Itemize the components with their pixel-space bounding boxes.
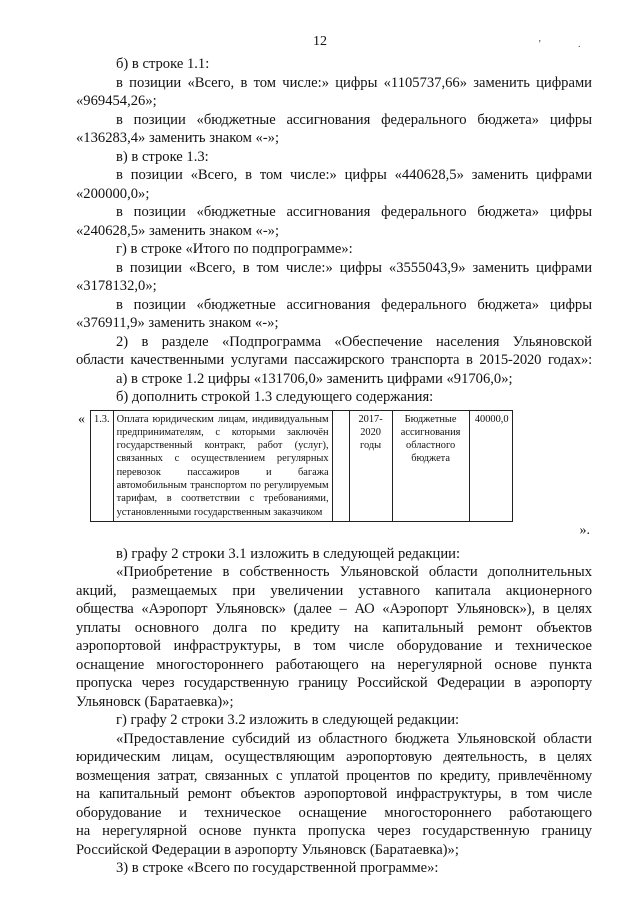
text-line: в позиции «Всего, в том числе:» цифры «3555043,9» заменить цифрами <box>116 259 592 276</box>
scan-mark: ʼ <box>538 39 542 50</box>
text-line: 2) в разделе «Подпрограмма «Обеспечение населения Ульяновской <box>116 333 592 350</box>
row-source-cell: Бюджетные ассигнования областного бюджета <box>392 410 469 521</box>
text-line: в позиции «бюджетные ассигнования федерального бюджета» цифры <box>116 296 592 313</box>
table-close-quote: ». <box>579 522 590 538</box>
text-line: пропуска через государственную границу Российской Федерации в аэропорту <box>76 675 592 691</box>
inserted-table-block <box>76 410 592 541</box>
text-line: в) в строке 1.3: <box>116 148 209 165</box>
text-line: Российской Федерации в аэропорту Ульяновск (Баратаевка)»; <box>76 841 459 858</box>
text-line: в) графу 2 строки 3.1 изложить в следующей редакции: <box>116 545 461 562</box>
row-empty-cell <box>332 410 349 521</box>
text-line: на нерегулярной основе пункта пропуска через государственную границу <box>76 823 592 839</box>
text-line: «3178132,0»; <box>76 278 157 294</box>
text-line: «Приобретение в собственность Ульяновской области дополнительных <box>116 564 592 580</box>
text-line: оборудование и техническое оснащение многостороннего работающего <box>76 804 592 821</box>
text-line: «136283,4» заменить знаком «-»; <box>76 130 280 146</box>
text-line: г) графу 2 строки 3.2 изложить в следующей редакции: <box>116 712 460 728</box>
text-line: возмещения затрат, связанных с уплатой процентов по кредиту, привлечённому <box>76 767 592 784</box>
text-line: б) дополнить строкой 1.3 следующего содержания: <box>116 389 434 405</box>
text-line: «969454,26»; <box>76 93 157 109</box>
program-table <box>90 410 513 522</box>
text-line: оснащение многостороннего работающего на нерегулярной основе пункта <box>76 656 592 673</box>
table-row <box>91 410 513 521</box>
text-line: на капитальный ремонт объектов аэропортовой инфраструктуры, в том числе <box>76 786 592 802</box>
text-line: а) в строке 1.2 цифры «131706,0» заменить цифрами «91706,0»; <box>116 370 513 387</box>
text-line: области качественными услугами пассажирского транспорта в 2015-2020 годах»: <box>76 352 592 368</box>
text-line: аэропортовой инфраструктуры, в том числе оборудование и техническое <box>76 638 592 654</box>
document-body <box>76 55 592 878</box>
text-line: юридическим лицам, осуществляющим аэропортовую деятельность, в целях <box>76 749 592 765</box>
text-line: б) в строке 1.1: <box>116 56 210 72</box>
text-line: «376911,9» заменить знаком «-»; <box>76 315 279 331</box>
text-line: в позиции «Всего, в том числе:» цифры «440628,5» заменить цифрами <box>116 167 592 183</box>
text-line: «240628,5» заменить знаком «-»; <box>76 222 280 239</box>
row-number-cell: 1.3. <box>91 410 114 521</box>
text-line: общества «Аэропорт Ульяновск» (далее – АО «Аэропорт Ульяновск»), в целях <box>76 601 592 617</box>
table-open-quote: « <box>78 411 85 427</box>
page-number: 12 <box>313 34 327 49</box>
text-line: «Предоставление субсидий из областного бюджета Ульяновской области <box>116 730 592 747</box>
text-line: в позиции «бюджетные ассигнования федерального бюджета» цифры <box>116 111 592 128</box>
text-line: Ульяновск (Баратаевка)»; <box>76 693 234 710</box>
text-line: г) в строке «Итого по подпрограмме»: <box>116 241 353 257</box>
text-line: «200000,0»; <box>76 185 150 202</box>
text-line: уплаты основного долга по кредиту на капитальный ремонт объектов <box>76 619 592 636</box>
row-amount-cell: 40000,0 <box>469 410 512 521</box>
row-description-cell: Оплата юридическим лицам, индивидуальным предпринимателям, с которыми заключён государственный контракт, работ (услуг), связанных с осуществлением регулярных перевозок пассажиров и багажа автомобильным транспортом по регулируемым тарифам, в соответствии с требованиями, установленными государственным заказчиком <box>113 410 332 521</box>
text-line: 3) в строке «Всего по государственной программе»: <box>116 860 439 876</box>
scan-mark: . <box>578 39 581 50</box>
text-line: в позиции «бюджетные ассигнования федерального бюджета» цифры <box>116 204 592 220</box>
text-line: в позиции «Всего, в том числе:» цифры «1105737,66» заменить цифрами <box>116 74 592 91</box>
text-line: акций, размещаемых при увеличении уставного капитала акционерного <box>76 582 592 599</box>
row-years-cell: 2017- 2020 годы <box>349 410 392 521</box>
